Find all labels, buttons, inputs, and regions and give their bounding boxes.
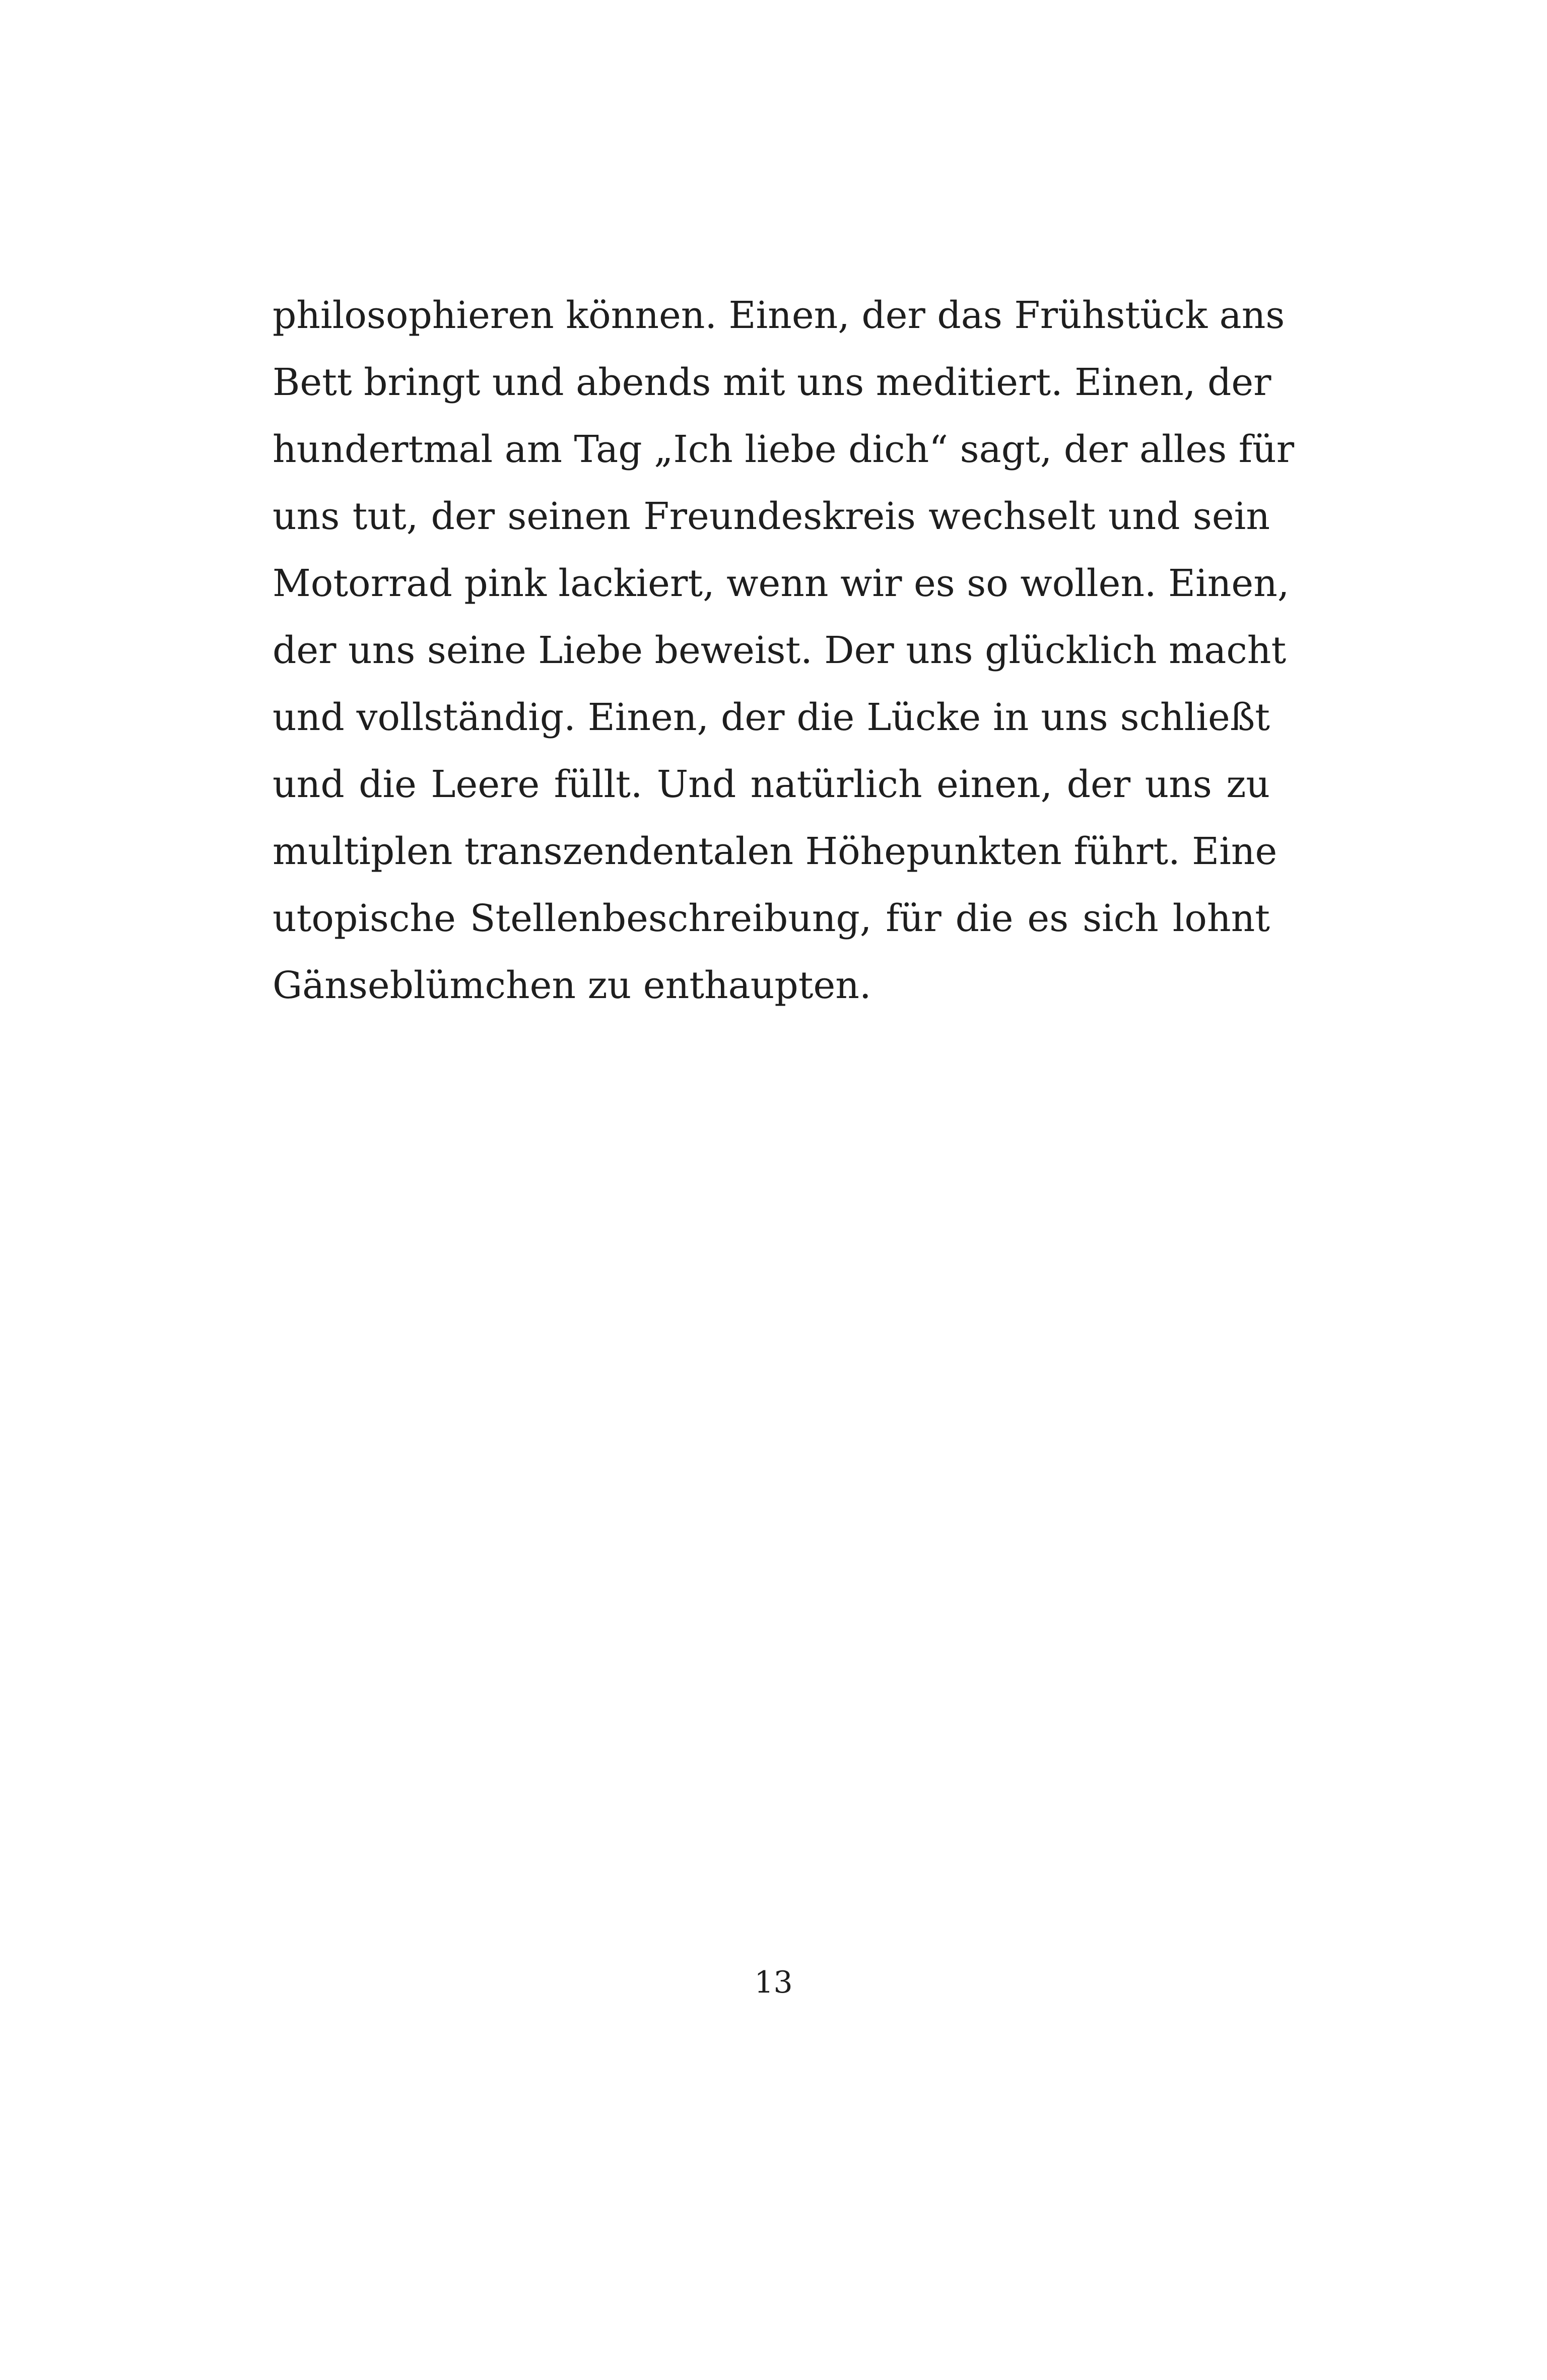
text-line: hundertmal am Tag „Ich liebe dich“ sagt, der alles für bbox=[273, 428, 1295, 471]
body-paragraph bbox=[273, 282, 1295, 1019]
page-number: 13 bbox=[754, 1965, 793, 2000]
text-line: Bett bringt und abends mit uns meditiert. Einen, der bbox=[273, 361, 1271, 404]
text-line: der uns seine Liebe beweist. Der uns glücklich macht bbox=[273, 629, 1287, 672]
text-line: und die Leere füllt. Und natürlich einen, der uns zu bbox=[273, 763, 1270, 806]
text-line: Gänseblümchen zu enthaupten. bbox=[273, 964, 871, 1007]
text-line: utopische Stellenbeschreibung, für die es sich lohnt bbox=[273, 897, 1270, 940]
text-line: philosophieren können. Einen, der das Frühstück ans bbox=[273, 294, 1285, 337]
text-line: und vollständig. Einen, der die Lücke in uns schließt bbox=[273, 696, 1270, 739]
text-line: uns tut, der seinen Freundeskreis wechselt und sein bbox=[273, 495, 1270, 538]
text-line: multiplen transzendentalen Höhepunkten führt. Eine bbox=[273, 830, 1277, 873]
text-line: Motorrad pink lackiert, wenn wir es so wollen. Einen, bbox=[273, 562, 1290, 605]
